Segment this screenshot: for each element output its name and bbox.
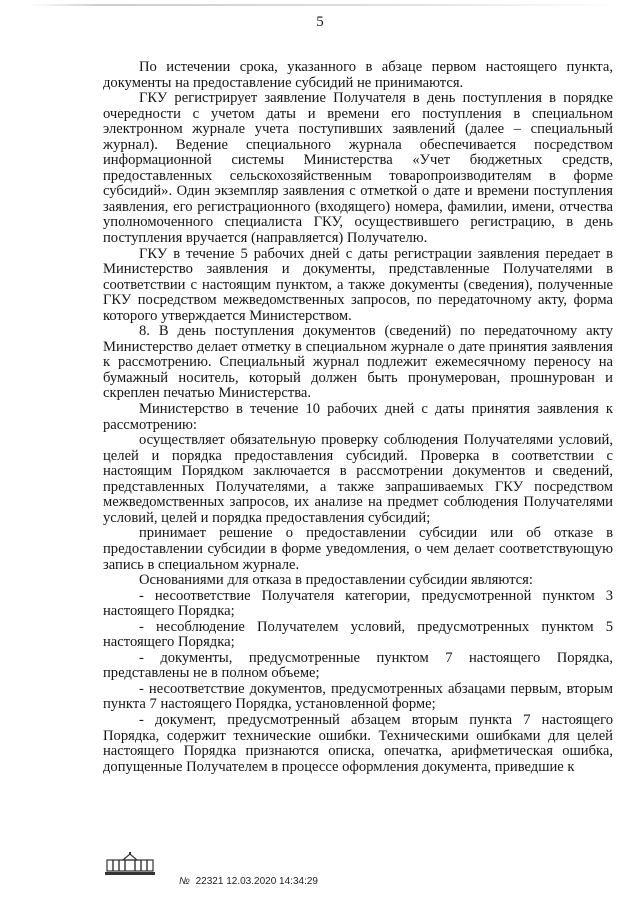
- number-sign: №: [179, 876, 190, 887]
- document-timestamp: 12.03.2020 14:34:29: [226, 876, 318, 887]
- document-body: [103, 60, 613, 775]
- list-item-5: - документ, предусмотренный абзацем вторым пункта 7 настоящего Порядка, содержит технические ошибки. Техническими ошибками для целей настоящего Порядка признаются описка, опечатка, арифметическая ошибка, допущенные Получателем в процессе оформления документа, приведшие к: [103, 711, 613, 775]
- page-number: 5: [316, 14, 324, 30]
- paragraph-8: Основаниями для отказа в предоставлении субсидии являются:: [139, 572, 533, 589]
- list-item-3: - документы, предусмотренные пунктом 7 настоящего Порядка, представлены не в полном объеме;: [103, 649, 613, 682]
- scan-artifact-line: [30, 4, 620, 6]
- document-registration-id: [179, 876, 318, 887]
- list-item-1: - несоответствие Получателя категории, предусмотренной пунктом 3 настоящего Порядка;: [103, 587, 613, 620]
- paragraph-5: Министерство в течение 10 рабочих дней с даты принятия заявления к рассмотрению:: [103, 401, 613, 433]
- paragraph-1: По истечении срока, указанного в абзаце первом настоящего пункта, документы на предоставление субсидий не принимаются.: [103, 59, 613, 91]
- paragraph-4: 8. В день поступления документов (сведений) по передаточному акту Министерство делает отметку в специальном журнале о дате принятия заявления к рассмотрению. Специальный журнал подлежит ежемесячному переносу на бумажный носитель, который должен быть пронумерован, прошнурован и скреплен печатью Министерства.: [103, 323, 613, 402]
- list-item-2: - несоблюдение Получателем условий, предусмотренных пунктом 5 настоящего Порядка;: [103, 618, 613, 651]
- parliament-logo-icon: [103, 852, 157, 878]
- document-footer: [103, 852, 603, 892]
- paragraph-2: ГКУ регистрирует заявление Получателя в день поступления в порядке очередности с учетом даты и времени его поступления в специальном электронном журнале учета поступивших заявлений (далее – специальный журнал). Ведение специального журнала обеспечивается посредством информационной системы Министерства «Учет бюджетных средств, предоставленных сельскохозяйственным товаропроизводителям в форме субсидий». Один экземпляр заявления с отметкой о дате и времени поступления заявления, его регистрационного (входящего) номера, фамилии, имени, отчества уполномоченного специалиста ГКУ, осуществившего регистрацию, в день поступления вручается (направляется) Получателю.: [103, 90, 613, 247]
- document-number: 22321: [195, 876, 224, 887]
- list-item-4: - несоответствие документов, предусмотренных абзацами первым, вторым пункта 7 настоящего Порядка, установленной форме;: [103, 680, 613, 713]
- paragraph-3: ГКУ в течение 5 рабочих дней с даты регистрации заявления передает в Министерство заявления и документы, представленные Получателями в соответствии с настоящим пунктом, а также документы (сведения), полученные ГКУ посредством межведомственных запросов, по передаточному акту, форма которого утверждается Министерством.: [103, 245, 613, 324]
- paragraph-6: осуществляет обязательную проверку соблюдения Получателями условий, целей и порядка предоставления субсидий. Проверка в соответствии с настоящим Порядком заключается в рассмотрении документов и сведений, представленных Получателями, а также запрашиваемых ГКУ посредством межведомственных запросов, их анализе на предмет соблюдения Получателями условий, целей и порядка предоставления субсидий;: [103, 432, 613, 526]
- paragraph-7: принимает решение о предоставлении субсидии или об отказе в предоставлении субсидии в форме уведомления, о чем делает соответствующую запись в специальном журнале.: [103, 525, 613, 573]
